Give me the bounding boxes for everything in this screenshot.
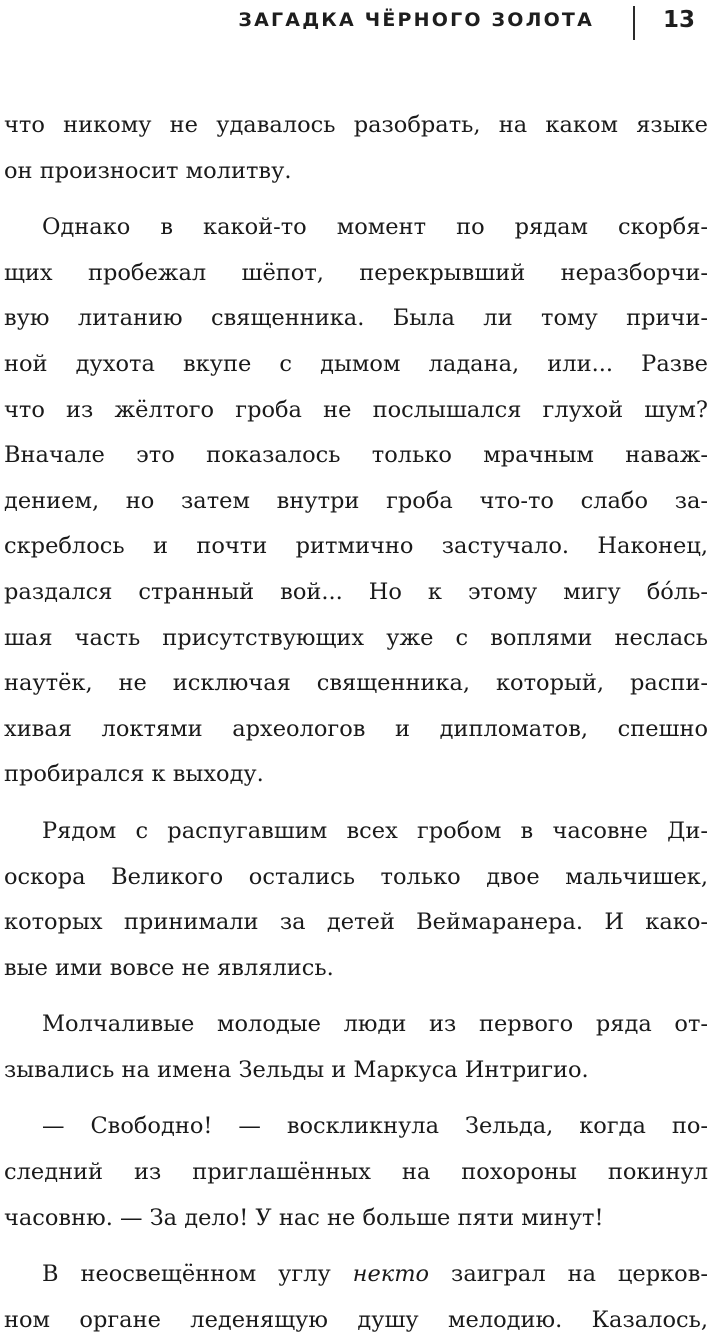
text-run: заиграл на церков-	[429, 1261, 708, 1288]
paragraph-6	[4, 1252, 708, 1343]
text-line: хивая локтями археологов и дипломатов, спешно	[4, 715, 708, 742]
text-line: Вначале это показалось только мрачным наваж-	[4, 442, 708, 469]
text-line: — Свободно! — воскликнула Зельда, когда по-	[42, 1113, 708, 1140]
paragraph-4	[4, 1002, 708, 1093]
paragraph-5	[4, 1104, 708, 1241]
text-line: щих пробежал шёпот, перекрывший неразборчи-	[4, 259, 708, 286]
text-line: Молчаливые молодые люди из первого ряда от-	[42, 1011, 708, 1038]
text-line: наутёк, не исключая священника, который, распи-	[4, 670, 708, 697]
text-line: скреблось и почти ритмично застучало. Наконец,	[4, 533, 708, 560]
text-line: раздался странный вой... Но к этому мигу бо́ль-	[4, 578, 708, 605]
text-line: которых принимали за детей Веймаранера. И како-	[4, 909, 708, 936]
text-line: часовню. — За дело! У нас не больше пяти минут!	[4, 1204, 604, 1231]
text-run: В неосвещённом углу	[42, 1261, 353, 1288]
text-line: ном органе леденящую душу мелодию. Казалось,	[4, 1306, 708, 1333]
text-line: зывались на имена Зельды и Маркуса Интригио.	[4, 1056, 589, 1083]
running-title: ЗАГАДКА ЧЁРНОГО ЗОЛОТА	[238, 9, 594, 31]
paragraph-1	[4, 103, 708, 194]
text-line: он произносит молитву.	[4, 157, 292, 184]
body-text	[4, 103, 708, 1343]
text-line: оскора Великого остались только двое мальчишек,	[4, 863, 708, 890]
text-line: шая часть присутствующих уже с воплями неслась	[4, 624, 708, 651]
text-line: что никому не удавалось разобрать, на каком языке	[4, 112, 708, 138]
text-line: вую литанию священника. Была ли тому причи-	[4, 305, 708, 332]
running-header	[0, 4, 712, 36]
paragraph-3	[4, 809, 708, 991]
italic-word: некто	[352, 1261, 430, 1288]
text-line	[4, 1252, 708, 1298]
paragraph-2	[4, 205, 708, 798]
text-line: следний из приглашённых на похороны покинул	[4, 1159, 708, 1186]
text-line: что из жёлтого гроба не послышался глухой шум?	[4, 396, 708, 423]
page-number: 13	[663, 7, 696, 33]
text-line: дением, но затем внутри гроба что-то слабо за-	[4, 487, 708, 514]
text-line: Рядом с распугавшим всех гробом в часовне Ди-	[42, 817, 708, 844]
text-line: ной духота вкупе с дымом ладана, или... Разве	[4, 350, 708, 377]
text-line: вые ими вовсе не являлись.	[4, 954, 334, 981]
header-divider	[633, 6, 635, 40]
text-line: пробирался к выходу.	[4, 761, 264, 788]
text-line: Однако в какой-то момент по рядам скорбя-	[42, 214, 708, 241]
